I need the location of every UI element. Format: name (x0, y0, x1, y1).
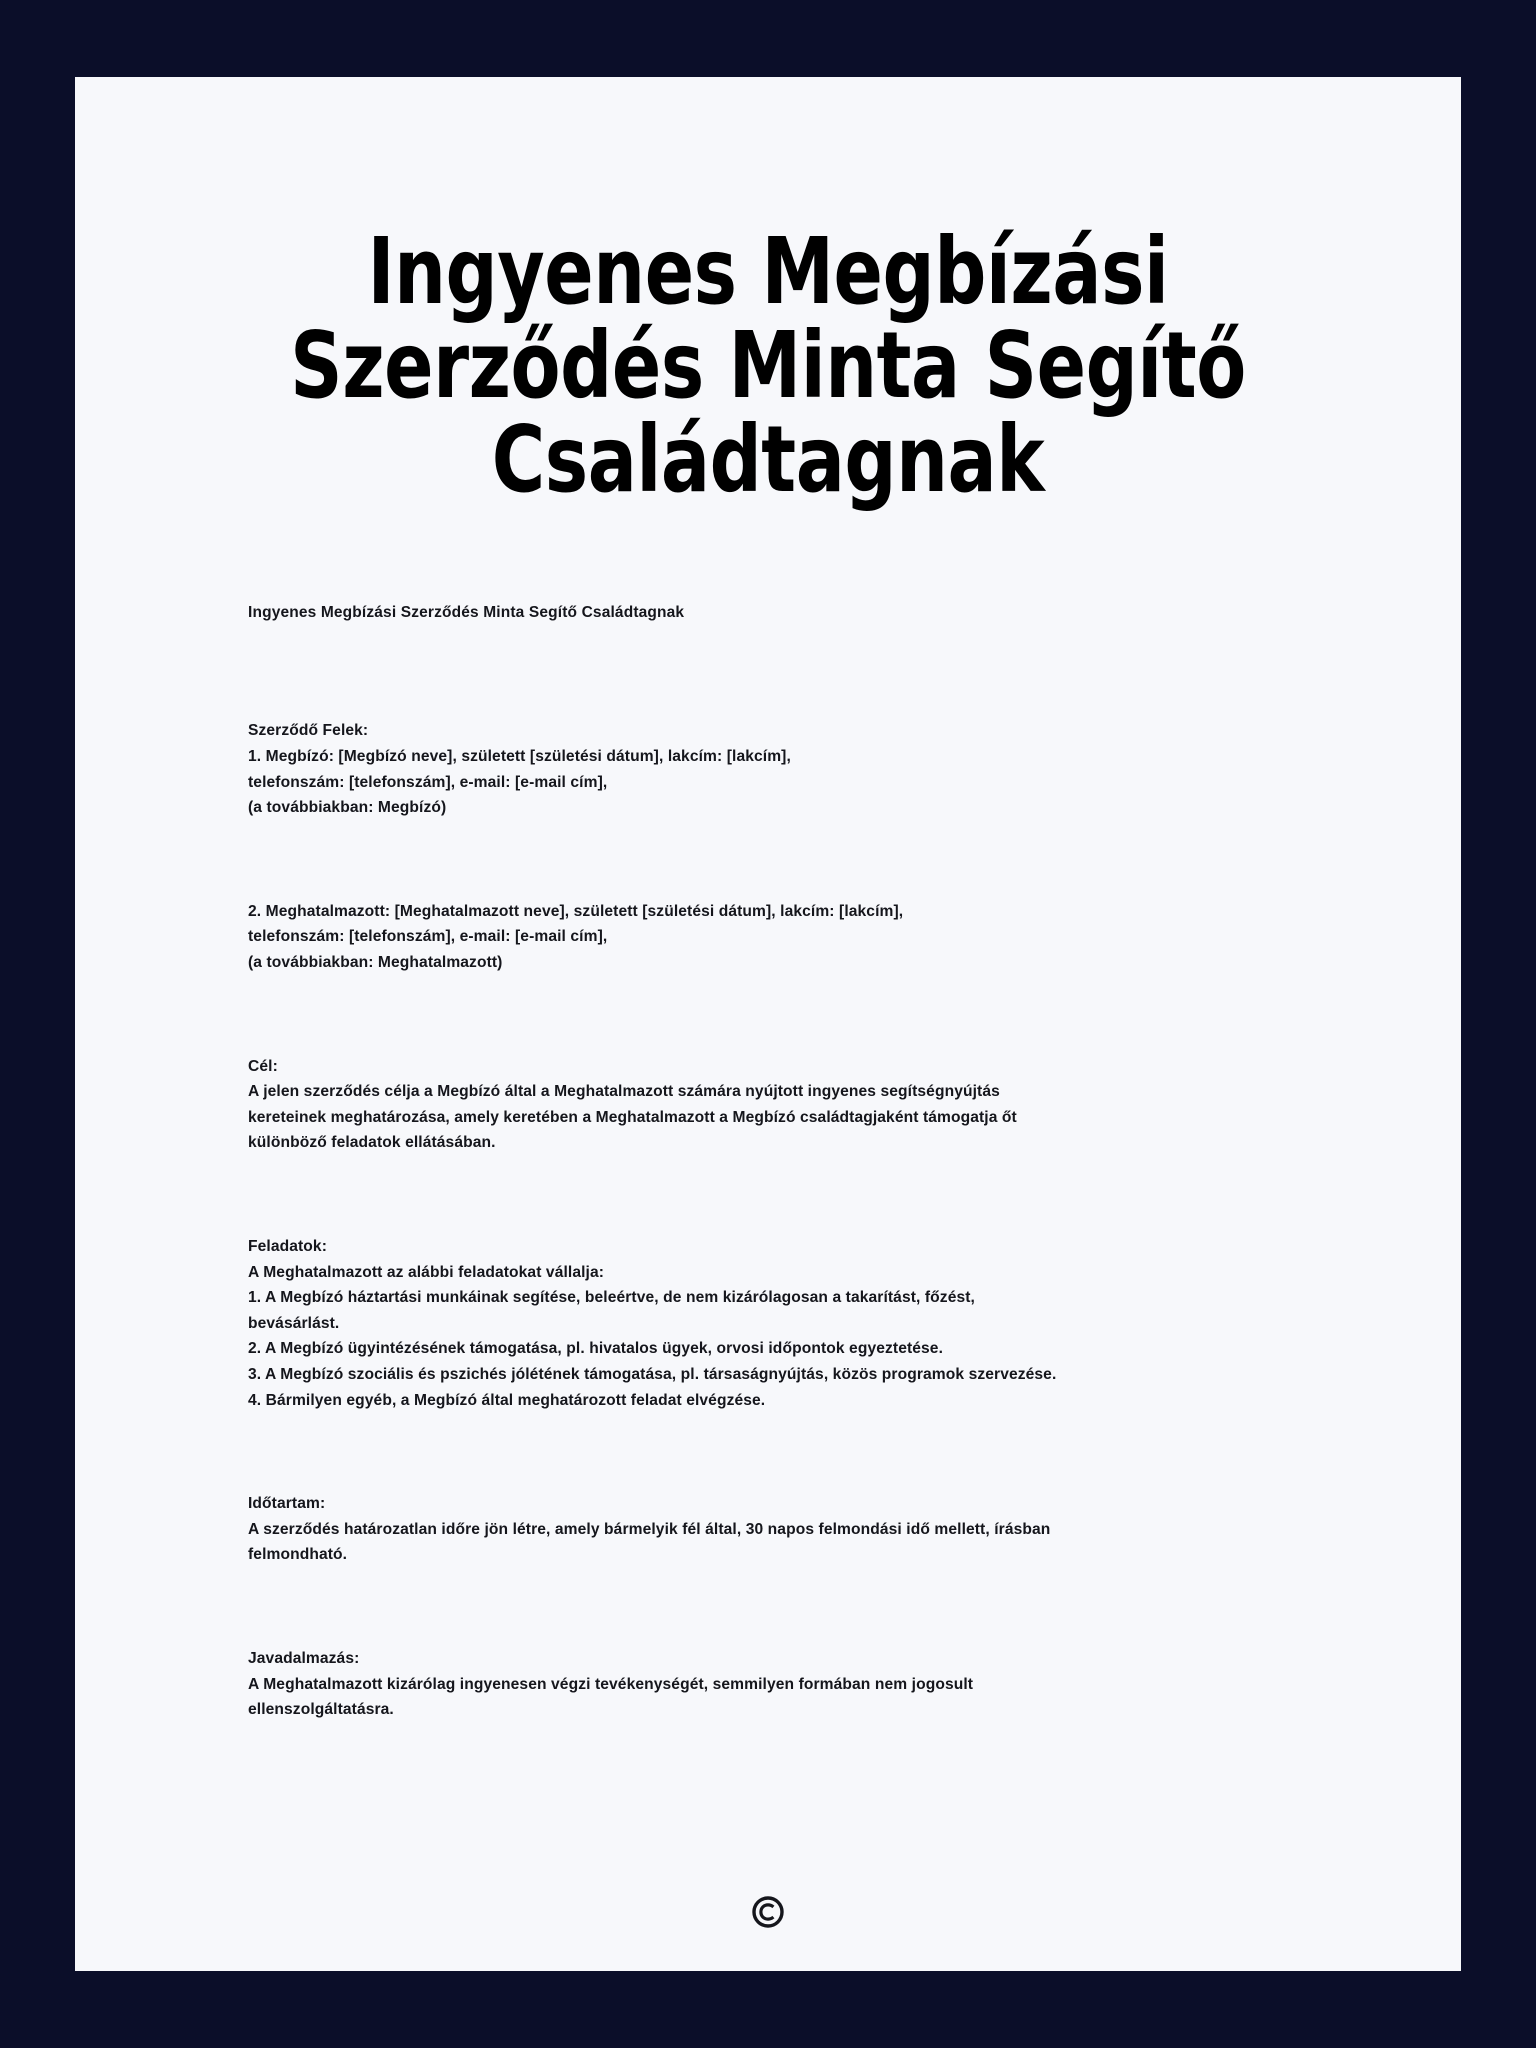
spacer (248, 976, 1405, 1054)
text-line: 1. A Megbízó háztartási munkáinak segítése, beleértve, de nem kizárólagosan a takarítást, főzést, (248, 1289, 975, 1307)
text-line: A szerződés határozatlan időre jön létre, amely bármelyik fél által, 30 napos felmondási idő mellett, írásban (248, 1520, 1051, 1538)
text-line: 3. A Megbízó szociális és pszichés jólétének támogatása, pl. társaságnyújtás, közös programok szervezése. (248, 1365, 1057, 1383)
copyright-icon (751, 1916, 785, 1933)
spacer (248, 821, 1405, 899)
document-body (75, 506, 1461, 1722)
text-line: 2. A Megbízó ügyintézésének támogatása, pl. hivatalos ügyek, orvosi időpontok egyeztetése. (248, 1340, 944, 1358)
section-heading: Feladatok: (248, 1238, 327, 1256)
text-line: telefonszám: [telefonszám], e-mail: [e-mail cím], (248, 928, 608, 946)
title-line-3: Családtagnak (491, 405, 1045, 513)
footer (75, 1895, 1461, 1929)
text-line: ellenszolgáltatásra. (248, 1701, 394, 1719)
section-heading: Időtartam: (248, 1495, 326, 1513)
section-paragraph (248, 1079, 1308, 1156)
text-line: 4. Bármilyen egyéb, a Megbízó által meghatározott feladat elvégzése. (248, 1391, 766, 1409)
spacer (248, 1568, 1405, 1646)
text-line: A Meghatalmazott kizárólag ingyenesen végzi tevékenységét, semmilyen formában nem jogosult (248, 1675, 974, 1693)
section-heading: Cél: (248, 1057, 278, 1075)
spacer (248, 1413, 1405, 1491)
section-idotartam (248, 1491, 1405, 1568)
spacer (248, 622, 1405, 718)
section-paragraph (248, 1260, 1308, 1414)
section-cel (248, 1054, 1405, 1156)
section-heading: Javadalmazás: (248, 1649, 360, 1667)
section-paragraph (248, 1517, 1308, 1568)
title-line-1: Ingyenes Megbízási (367, 218, 1169, 325)
section-heading: Szerződő Felek: (248, 722, 369, 740)
title-line-2: Szerződés Minta Segítő (290, 311, 1246, 419)
page-title (158, 77, 1378, 513)
text-line: 1. Megbízó: [Megbízó neve], született [születési dátum], lakcím: [lakcím], (248, 748, 791, 766)
text-line: felmondható. (248, 1546, 348, 1564)
text-line: telefonszám: [telefonszám], e-mail: [e-mail cím], (248, 773, 608, 791)
section-meghatalmazott (248, 899, 1405, 976)
section-javadalmazas (248, 1646, 1405, 1723)
text-line: A jelen szerződés célja a Megbízó által a Meghatalmazott számára nyújtott ingyenes segítségnyújtás (248, 1083, 1000, 1101)
section-paragraph (248, 899, 1308, 976)
section-paragraph (248, 1672, 1308, 1723)
section-feladatok (248, 1234, 1405, 1413)
section-paragraph (248, 744, 1308, 821)
text-line: (a továbbiakban: Megbízó) (248, 799, 447, 817)
text-line: különböző feladatok ellátásában. (248, 1134, 496, 1152)
section-szerzodo-felek (248, 718, 1405, 820)
spacer (248, 1156, 1405, 1234)
document-subtitle: Ingyenes Megbízási Szerződés Minta Segítő Családtagnak (248, 604, 685, 622)
document-page (75, 77, 1461, 1971)
text-line: (a továbbiakban: Meghatalmazott) (248, 954, 503, 972)
text-line: A Meghatalmazott az alábbi feladatokat vállalja: (248, 1263, 605, 1281)
text-line: kereteinek meghatározása, amely keretében a Meghatalmazott a Megbízó családtagjaként támogatja őt (248, 1108, 1017, 1126)
text-line: bevásárlást. (248, 1314, 340, 1332)
text-line: 2. Meghatalmazott: [Meghatalmazott neve], született [születési dátum], lakcím: [lakcím], (248, 902, 904, 920)
